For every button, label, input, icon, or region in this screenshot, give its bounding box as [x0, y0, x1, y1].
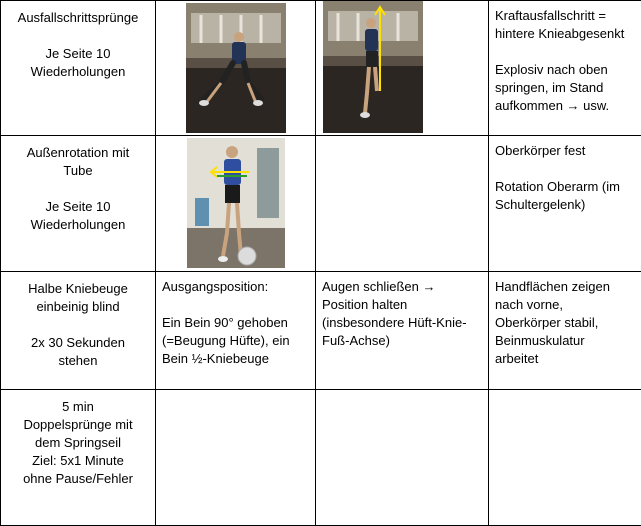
instruction-cell [156, 272, 316, 390]
photo-cell [156, 1, 316, 136]
empty-cell [489, 390, 641, 526]
execution-text: Augen schließen → Position halten (insbesondere Hüft-Knie- Fuß-Achse) [322, 279, 467, 348]
exercise-name-cell [1, 272, 156, 390]
exercise-notes: Oberkörper fest Rotation Oberarm (im Schultergelenk) [495, 143, 620, 212]
notes-cell [489, 272, 641, 390]
exercise-notes: Handflächen zeigen nach vorne, Oberkörper stabil, Beinmuskulatur arbeitet [495, 279, 610, 366]
exercise-name: 5 min Doppelsprünge mit dem Springseil Ziel: 5x1 Minute ohne Pause/Fehler [23, 399, 133, 486]
photo-cell [316, 1, 489, 136]
table-row [1, 272, 641, 390]
notes-cell [489, 136, 641, 272]
lunge-jump-photo-2 [323, 1, 423, 133]
photo-cell [156, 136, 316, 272]
exercise-name: Ausfallschrittsprünge Je Seite 10 Wiederholungen [17, 10, 139, 79]
exercise-name: Halbe Kniebeuge einbeinig blind 2x 30 Sekunden stehen [28, 281, 128, 368]
table-row [1, 1, 641, 136]
notes-cell [489, 1, 641, 136]
table-row [1, 390, 641, 526]
exercise-notes: Kraftausfallschritt = hintere Knieabgesenkt Explosiv nach oben springen, im Stand aufkommen → usw. [495, 8, 625, 113]
exercise-name-cell [1, 390, 156, 526]
external-rotation-tube-photo [187, 138, 285, 268]
instruction-cell [316, 272, 489, 390]
exercise-name-cell [1, 136, 156, 272]
lunge-jump-photo-1 [186, 3, 286, 133]
starting-position-text: Ausgangsposition: Ein Bein 90° gehoben (=Beugung Hüfte), ein Bein ½-Kniebeuge [162, 279, 290, 366]
table-row [1, 136, 641, 272]
empty-cell [156, 390, 316, 526]
empty-cell [316, 136, 489, 272]
exercise-name-cell [1, 1, 156, 136]
empty-cell [316, 390, 489, 526]
exercise-name: Außenrotation mit Tube Je Seite 10 Wiederholungen [26, 145, 130, 232]
